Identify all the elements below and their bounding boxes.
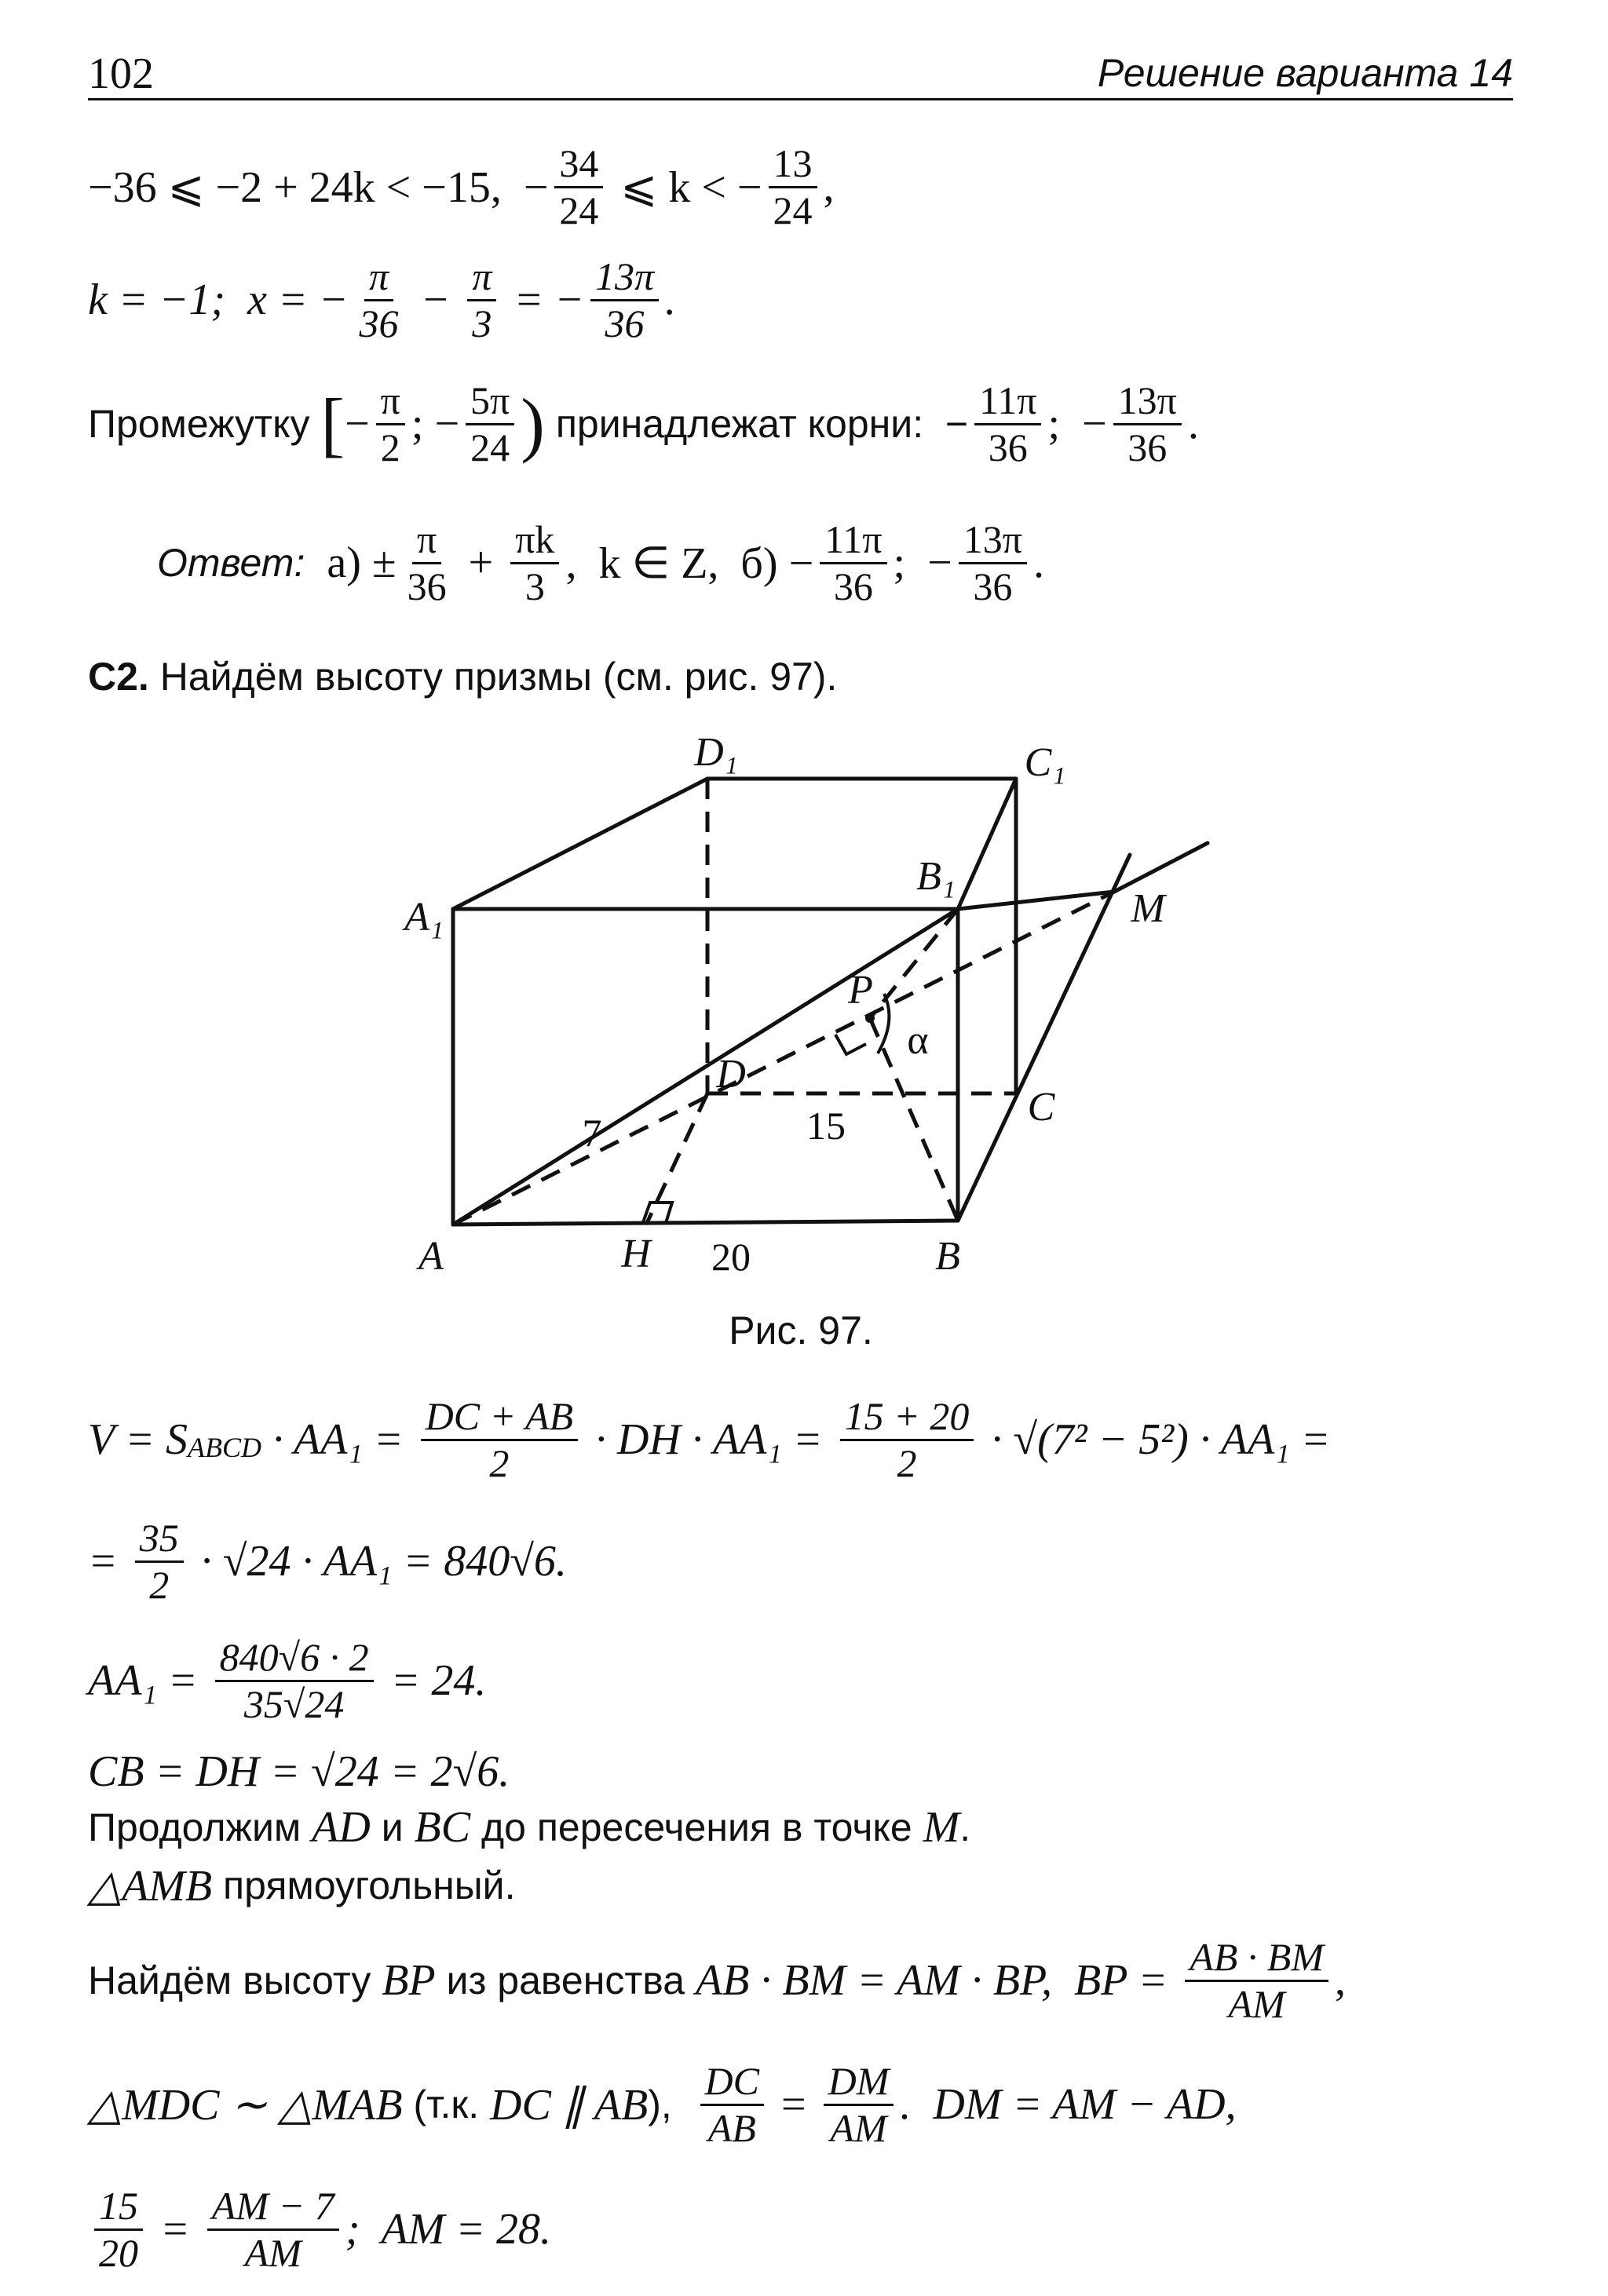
running-title: Решение варианта 14 — [1097, 51, 1513, 95]
label-H: H — [621, 1232, 651, 1276]
text: · DH · AA₁ = — [584, 1415, 834, 1464]
numerator: 34 — [554, 143, 603, 188]
text: = 24. — [379, 1656, 487, 1705]
denominator: AB — [707, 2105, 756, 2150]
text: Промежутку — [88, 402, 321, 446]
angle-alpha-arc — [878, 994, 889, 1053]
numerator: π — [467, 256, 496, 301]
text: , k ∈ Z, б) − — [565, 538, 814, 588]
text: прямоугольный. — [212, 1863, 516, 1907]
subscript: ABCD — [187, 1432, 261, 1463]
numerator: DM — [824, 2061, 894, 2106]
text: AA₁ = — [88, 1656, 209, 1705]
text: − — [345, 400, 370, 448]
fraction — [840, 1396, 974, 1484]
denominator: 2 — [489, 1440, 510, 1485]
numerator: 13π — [590, 256, 659, 301]
text: . — [1032, 538, 1044, 587]
label-B: B — [935, 1234, 960, 1279]
math: AB · BM = AM · BP, BP = — [695, 1956, 1179, 2005]
numerator: 35 — [135, 1517, 184, 1563]
text: Найдём высоту призмы (см. рис. 97). — [148, 655, 838, 699]
text: (т.к. — [402, 2082, 491, 2126]
label-A1: A₁ — [404, 895, 444, 940]
text: , — [823, 162, 835, 211]
math: BC — [414, 1803, 471, 1852]
denominator: 2 — [149, 1562, 170, 1607]
figure-caption: Рис. 97. — [729, 1309, 873, 1352]
text: а) ± — [305, 538, 397, 587]
text: ; − — [411, 400, 460, 448]
denominator: 2 — [380, 425, 400, 469]
text: = — [88, 1537, 129, 1586]
numerator: DC — [700, 2061, 764, 2106]
numerator: πk — [510, 519, 559, 564]
text: . — [665, 276, 677, 324]
edge-A1D1 — [453, 779, 707, 909]
denominator: 36 — [407, 564, 447, 608]
numerator: 840√6 · 2 — [215, 1637, 374, 1682]
text: до пересечения в точке — [470, 1805, 923, 1849]
length-AD: 7 — [582, 1111, 602, 1155]
denominator: 24 — [559, 188, 599, 232]
text: ; − — [1047, 400, 1107, 448]
math: BP — [382, 1956, 436, 2005]
denominator: 36 — [359, 301, 399, 345]
denominator: 3 — [472, 301, 492, 345]
point-P — [865, 1013, 875, 1023]
denominator: AM — [244, 2230, 302, 2275]
text: . — [959, 1805, 971, 1849]
edge-C1B1 — [958, 779, 1016, 909]
answer-label: Ответ: — [157, 541, 305, 585]
label-P: P — [848, 968, 873, 1013]
fraction — [135, 1517, 184, 1605]
page-number: 102 — [88, 49, 154, 98]
math: DC ∥ AB — [490, 2080, 649, 2130]
numerator: 5π — [466, 380, 514, 425]
text: − — [409, 276, 462, 324]
text: Найдём высоту — [88, 1958, 382, 2002]
label-alpha: α — [907, 1018, 929, 1063]
denominator: 36 — [1127, 425, 1168, 469]
label-A: A — [418, 1234, 444, 1279]
text: k = −1; x = − — [88, 276, 349, 324]
right-bracket: ) — [521, 384, 545, 464]
numerator: DC + AB — [421, 1396, 578, 1441]
denominator: 36 — [988, 425, 1028, 469]
text: принадлежат корни: − — [544, 402, 969, 446]
numerator: π — [376, 380, 405, 425]
numerator: 11π — [974, 380, 1041, 425]
numerator: 15 + 20 — [840, 1396, 974, 1441]
fraction — [700, 2061, 764, 2148]
line-BM — [958, 855, 1130, 1221]
edge-AB — [453, 1221, 958, 1225]
problem-number: С2. — [88, 655, 149, 699]
denominator: 35√24 — [243, 1681, 345, 1726]
numerator: π — [364, 256, 393, 301]
text: · √(7² − 5²) · AA₁ = — [980, 1415, 1331, 1464]
math: △AMB — [88, 1861, 213, 1911]
math: AD — [312, 1803, 371, 1852]
text: V = S — [88, 1415, 188, 1464]
text: + — [457, 538, 505, 587]
denominator: 20 — [99, 2230, 138, 2275]
denominator: 36 — [605, 301, 645, 345]
denominator: 24 — [470, 425, 510, 469]
label-C1: C₁ — [1024, 740, 1066, 785]
denominator: 36 — [973, 564, 1013, 608]
length-DC: 15 — [806, 1104, 846, 1148]
text: , — [1335, 1956, 1346, 2005]
numerator: AB · BM — [1185, 1936, 1328, 1982]
label-M: M — [1131, 886, 1165, 931]
text: . — [1187, 400, 1199, 448]
denominator: 24 — [773, 188, 813, 232]
text: ), — [648, 2082, 694, 2126]
denominator: 2 — [897, 1440, 917, 1485]
label-D1: D₁ — [694, 730, 738, 775]
text: CB = DH = √24 = 2√6. — [88, 1747, 510, 1796]
denominator: AM — [830, 2105, 887, 2150]
label-C: C — [1027, 1085, 1055, 1130]
text: = − — [502, 276, 584, 324]
numerator: AM − 7 — [207, 2185, 339, 2231]
numerator: 13π — [1113, 380, 1182, 425]
line-B1M — [958, 892, 1114, 909]
segment-B1P — [870, 909, 958, 1018]
denominator: 3 — [524, 564, 545, 608]
text: ; AM = 28. — [345, 2205, 552, 2254]
text: из равенства — [435, 1958, 696, 2002]
text: и — [370, 1805, 415, 1849]
math: M — [923, 1803, 960, 1852]
denominator: AM — [1228, 1981, 1285, 2026]
numerator: 11π — [820, 519, 886, 564]
fraction — [1185, 1936, 1328, 2024]
label-D: D — [716, 1052, 746, 1097]
text: ; − — [893, 538, 952, 587]
text: = — [149, 2205, 201, 2254]
numerator: 15 — [94, 2185, 143, 2231]
text: = — [770, 2080, 817, 2129]
math: . DM = AM − AD, — [900, 2080, 1237, 2129]
label-B1: B₁ — [916, 854, 956, 899]
numerator: 13 — [769, 143, 817, 188]
text: · AA₁ = — [261, 1415, 415, 1464]
fraction — [207, 2185, 339, 2273]
text: −36 ⩽ −2 + 24k < −15, − — [88, 162, 549, 212]
numerator: 13π — [959, 519, 1027, 564]
text: Продолжим — [88, 1805, 312, 1849]
right-angle-mark-P — [835, 1035, 866, 1054]
text: · √24 · AA₁ = 840√6. — [189, 1537, 567, 1586]
fraction — [215, 1637, 374, 1725]
left-bracket: [ — [320, 384, 345, 464]
fraction — [94, 2185, 143, 2273]
text: ⩽ k < − — [609, 162, 762, 212]
length-AB: 20 — [711, 1235, 751, 1279]
line-AM-extension — [1114, 843, 1208, 892]
fraction — [824, 2061, 894, 2148]
numerator: π — [412, 519, 441, 564]
denominator: 36 — [833, 564, 873, 608]
math: △MDC ∼ △MAB — [88, 2080, 403, 2130]
fraction — [421, 1396, 578, 1484]
